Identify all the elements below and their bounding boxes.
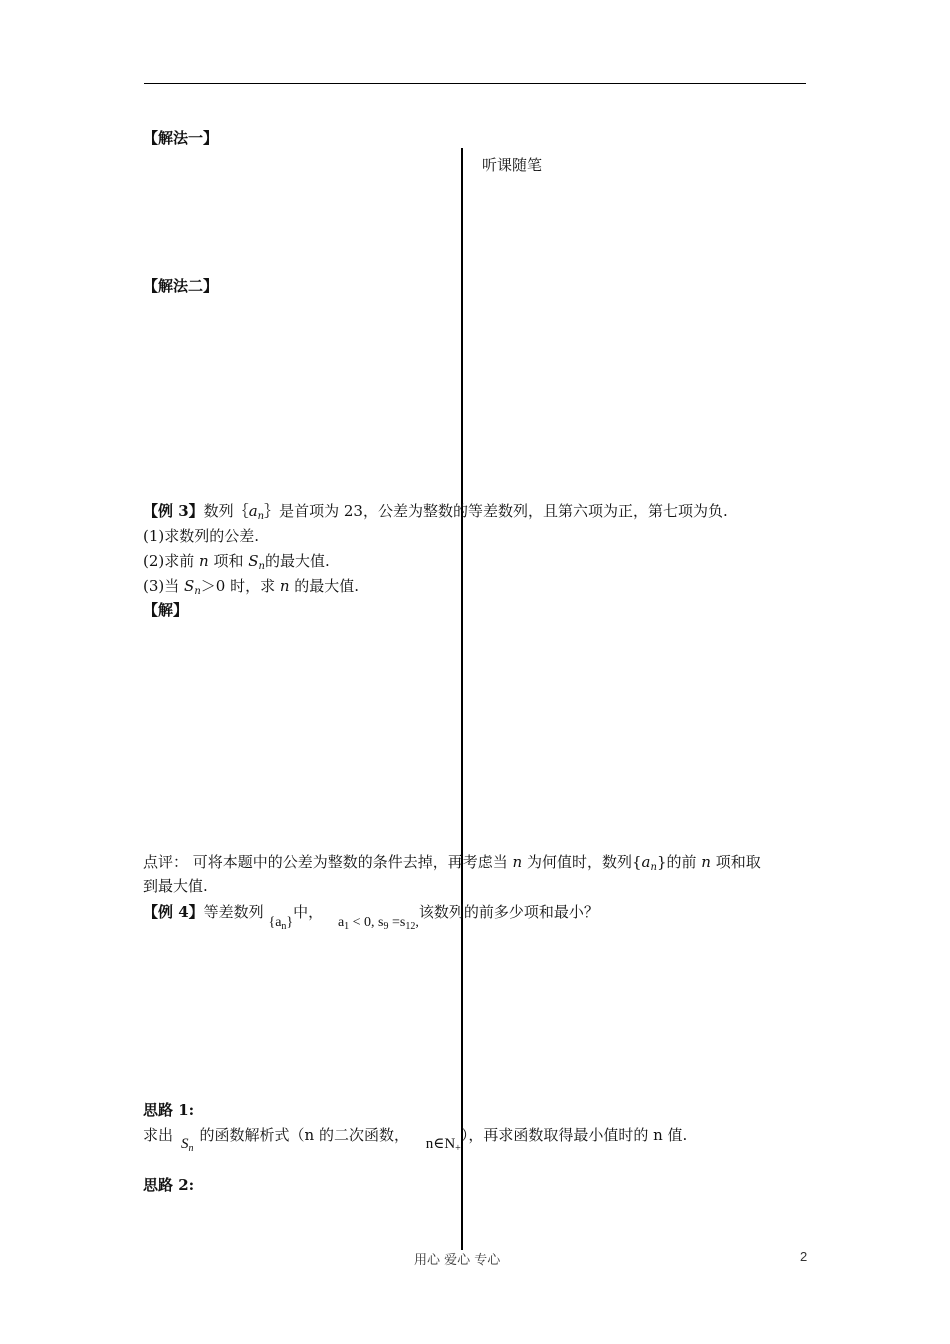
var: S: [181, 1136, 189, 1152]
var: a: [248, 502, 258, 520]
sn-formula: [181, 1136, 194, 1152]
example4-statement: [143, 902, 599, 932]
condition-formula: [338, 915, 419, 930]
domain-formula: [426, 1136, 461, 1152]
sub: 9: [383, 921, 389, 932]
var: S: [184, 577, 195, 595]
text: a: [337, 915, 345, 930]
method2-heading: 【解法二】: [143, 277, 219, 295]
text: 的最大值.: [289, 577, 360, 595]
text: ＞0 时，求: [200, 577, 280, 595]
var: n: [279, 577, 290, 595]
idea2-label: 思路 2:: [143, 1176, 195, 1194]
var: n: [701, 853, 711, 871]
sub: n: [194, 586, 201, 597]
text: }: [286, 915, 294, 930]
idea1-text: [143, 1125, 688, 1154]
sub: +: [455, 1143, 461, 1154]
text: 中，: [293, 903, 324, 921]
sub: 12: [405, 921, 416, 932]
text: 等差数列: [203, 903, 264, 921]
sub: n: [257, 511, 265, 522]
var: n: [512, 853, 523, 871]
example3-answer-label: 【解】: [143, 601, 189, 619]
text: ｝是首项为 23，公差为整数的等差数列，且第六项为正，第七项为负.: [264, 502, 728, 520]
var: a: [641, 853, 651, 871]
text: }的前: [656, 853, 702, 871]
text: (3)当: [143, 577, 185, 595]
method1-heading: 【解法一】: [143, 129, 219, 147]
text: 的最大值.: [264, 552, 330, 570]
var: n: [199, 552, 209, 570]
seq-formula: [268, 915, 293, 930]
idea1-label: 思路 1:: [143, 1101, 195, 1119]
example3-q1: (1)求数列的公差.: [143, 527, 260, 545]
text: (2)求前: [143, 552, 200, 570]
text: 项和: [208, 552, 249, 570]
text: =s: [388, 915, 406, 930]
text: ,: [415, 915, 419, 930]
footer-slogan: 用心 爱心 专心: [414, 1253, 501, 1268]
header-rule: [144, 83, 806, 84]
text: {a: [268, 915, 282, 930]
side-notes-title: 听课随笔: [482, 156, 543, 174]
var: S: [248, 552, 259, 570]
example3-statement: [143, 501, 728, 527]
text: ），再求函数取得最小值时的 n 值.: [460, 1126, 688, 1144]
page-number: 2: [800, 1249, 808, 1264]
text: 点评： 可将本题中的公差为整数的条件去掉，再考虑当: [143, 853, 513, 871]
example4-label: 【例 4】: [143, 903, 204, 921]
sub: n: [650, 862, 657, 873]
sub: 1: [344, 921, 350, 932]
comment-line2: 到最大值.: [143, 877, 208, 895]
sub: n: [188, 1143, 194, 1154]
text: 求出: [143, 1126, 174, 1144]
text: 数列｛: [203, 502, 249, 520]
text: 项和取: [710, 853, 761, 871]
text: < 0, s: [349, 915, 384, 930]
example3-label: 【例 3】: [143, 502, 204, 520]
sub: n: [281, 921, 287, 932]
text: n∈N: [425, 1136, 456, 1152]
example3-q2: [143, 551, 330, 577]
text: 的函数解析式（n 的二次函数，: [199, 1126, 409, 1144]
example3-q3: [143, 576, 359, 602]
sub: n: [258, 561, 265, 572]
comment-line1: [143, 852, 761, 878]
text: 该数列的前多少项和最小？: [418, 903, 599, 921]
column-divider: [461, 148, 463, 1250]
text: 为何值时，数列{: [522, 853, 642, 871]
